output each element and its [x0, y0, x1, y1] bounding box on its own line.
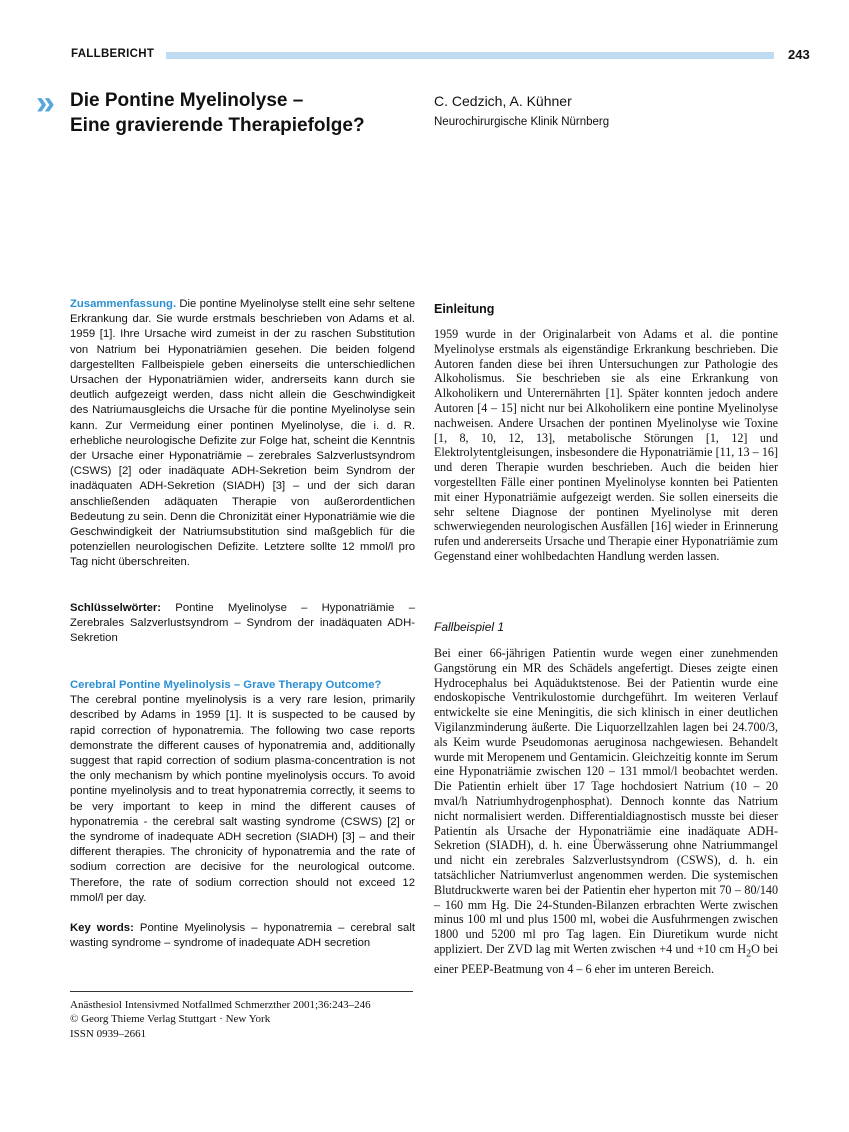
introduction-heading: Einleitung [434, 302, 495, 316]
abstract-german-label: Zusammenfassung. [70, 298, 177, 310]
quote-mark-icon: » [36, 84, 49, 122]
citation-publisher: © Georg Thieme Verlag Stuttgart · New York [70, 1013, 271, 1026]
keywords-german [70, 601, 415, 647]
keywords-english-label: Key words: [70, 922, 134, 934]
section-label: FALLBERICHT [71, 48, 155, 60]
citation-issn: ISSN 0939–2661 [70, 1027, 147, 1040]
keywords-german-label: Schlüsselwörter: [70, 602, 162, 614]
affiliation: Neurochirurgische Klinik Nürnberg [434, 116, 610, 128]
article-title [70, 88, 430, 138]
case-1-heading: Fallbeispiel 1 [434, 620, 505, 634]
footer-divider [70, 991, 413, 992]
introduction-text: 1959 wurde in der Originalarbeit von Adams et al. die pontine Myelinolyse erstmals als eigenständige Erkrankung beschrieben. Die Autoren fanden diese bei ihren Untersuchungen zur Pathologie des Alkoholismus. Sie beschrieben sie als eine Erkrankung von Alkoholikern und Unterernährten [1]. Später konnten jedoch andere Autoren [4 – 15] nicht nur bei Alkoholikern eine pontine Myelinolyse nachweisen. Andere Ursachen der pontinen Myelinolyse wie Toxine [1, 8, 10, 12, 13], metabolische Störungen [1, 12] und Elektrolytentgleisungen, insbesondere die Hyponatriämie [11, 13 – 16] und deren Therapie wurden beschrieben. Auch die beiden hier vorgestellten Fälle einer pontinen Myelinolyse konnten bei Patienten mit einer Hyponatriämie aufgezeigt werden. Sie sollen einerseits die sehr seltene Diagnose der pontinen Myelinolyse mit deren schwerwiegenden neurologischen Ausfällen [16] wieder in Erinnerung rufen und andererseits Ursache und Therapie einer Hyponatriämie zum Gegenstand einer wohlbedachten Handlung werden lassen. [434, 327, 778, 563]
title-line-1: Die Pontine Myelinolyse – [70, 90, 304, 111]
case-1-text-main: Bei einer 66-jährigen Patientin wurde wegen einer zunehmenden Gangstörung ein MR des Schädels angefertigt. Dieses zeigte einen Hydrocephalus bei Aquäduktstenose. Bei der Patientin wurde eine endoskopische Ventrikulostomie durchgeführt. Im weiteren Verlauf entwickelte sie eine Meningitis, die sich klinisch in einer deutlichen Vigilanzminderung äußerte. Die Liquorzellzahlen lagen bei 24.700/3, als Keim wurde Pseudomonas aeruginosa nachgewiesen. Behandelt wurde mit Meropenem und Gentamicin. Gleichzeitig konnte im Serum eine Hyponatriämie zwischen 120 – 131 mmol/l beobachtet werden. Die Patientin erhielt über 17 Tage hochdosiert Natrium (10 – 20 mval/h Natriumhydrogenphosphat). Dennoch konnte das Natrium nicht normalisiert werden. Differentialdiagnostisch musste bei dieser Patientin als Ursache der Hyponatriämie eine inadäquate ADH-Sekretion (SIADH), d. h. eine Überwässerung ohne Natriummangel und nicht ein zerebrales Salzverlustsyndrom (CSWS), d. h. ein tatsächlicher Natriumverlust angenommen werden. Die systemischen Blutdruckwerte waren bei der Patientin eher hyperton mit 70 – 80/140 – 160 mm Hg. Die 24-Stunden-Bilanzen erbrachten Werte zwischen minus 100 ml und plus 1500 ml, wobei die Ausfuhrmengen zwischen 1800 und 5200 ml pro Tag lagen. Ein Diuretikum wurde nicht appliziert. Der ZVD lag mit Werten zwischen +4 und +10 cm H [434, 646, 778, 956]
h2o-subscript: 2 [746, 948, 752, 960]
title-line-2: Eine gravierende Therapiefolge? [70, 115, 365, 136]
citation-footer [70, 998, 371, 1041]
keywords-english-text: Pontine Myelinolysis – hyponatremia – cerebral salt wasting syndrome – syndrome of inadequate ADH secretion [70, 922, 415, 950]
abstract-english-title: Cerebral Pontine Myelinolysis – Grave Therapy Outcome? [70, 679, 382, 691]
abstract-german [70, 297, 415, 571]
abstract-english-text: The cerebral pontine myelinolysis is a very rare lesion, primarily described by Adams in 1959 [1]. It is suspected to be caused by rapid correction of hyponatremia. The following two case reports demonstrate the different causes of hyponatremia and, additionally suggest that rapid correction of sodium plasma-concentration is not the only mechanism by which pontine myelinolysis occurs. To avoid pontine myelinolysis and to treat hyponatremia correctly, it seems to be very important to keep in mind the different causes of hyponatremia - the cerebral salt wasting syndrome (CSWS) [2] or the syndrome of inadequate ADH secretion (SIADH) [3] – and their different therapies. The chronicity of hyponatremia and the rate of sodium correction are decisive for the neurological outcome. Therefore, the rate of sodium correction should not exceed 12 mmol/l per day. [70, 694, 415, 904]
case-1-text [434, 646, 778, 977]
header-bar [166, 52, 774, 59]
citation-journal: Anästhesiol Intensivmed Notfallmed Schmerzther 2001;36:243–246 [70, 999, 371, 1011]
case-1-text-end: O bei einer PEEP-Beatmung von 4 – 6 eher im unteren Bereich. [434, 941, 778, 977]
abstract-german-text: Die pontine Myelinolyse stellt eine sehr seltene Erkrankung dar. Sie wurde erstmals beschrieben von Adams et al. 1959 [1]. Ihre Ursache wird zumeist in der zu raschen Substitution von Natrium bei Hyponatriämien gesehen. Die beiden folgend dargestellten Fallbeispiele geben einerseits die unterschiedlichen Ursachen der Hyponatriämien wider, andrerseits kann durch sie deutlich aufgezeigt werden, dass nicht allein die Geschwindigkeit des Natriumausgleichs die Ursache für die pontine Myelinolyse sein kann. Zur Vermeidung einer pontinen Myelinolyse, die i. d. R. erhebliche neurologische Defizite zur Folge hat, scheint die Kenntnis der Ursache einer Hyponatriämie – zerebrales Salzverlustsyndrom (CSWS) [2] oder inadäquate ADH-Sekretion beim Syndrom der inadäquaten ADH-Sekretion (SIADH) [3] – und der sich daran anschließenden adäquaten Therapie von außerordentlichen Bedeutung zu sein. Denn die Chronizität einer Hyponatriämie wie die Geschwindigkeit der Natriumsubstitution sind maßgeblich für die potenziellen neurologischen Defizite. Letztere sollte 12 mmol/l pro Tag nicht überschreiten. [70, 298, 416, 569]
page-number: 243 [788, 47, 810, 62]
keywords-english [70, 921, 415, 951]
keywords-german-text: Pontine Myelinolyse – Hyponatriämie – Zerebrales Salzverlustsyndrom – Syndrom der inadäquaten ADH-Sekretion [70, 602, 415, 645]
abstract-english [70, 678, 415, 906]
authors: C. Cedzich, A. Kühner [434, 93, 572, 109]
